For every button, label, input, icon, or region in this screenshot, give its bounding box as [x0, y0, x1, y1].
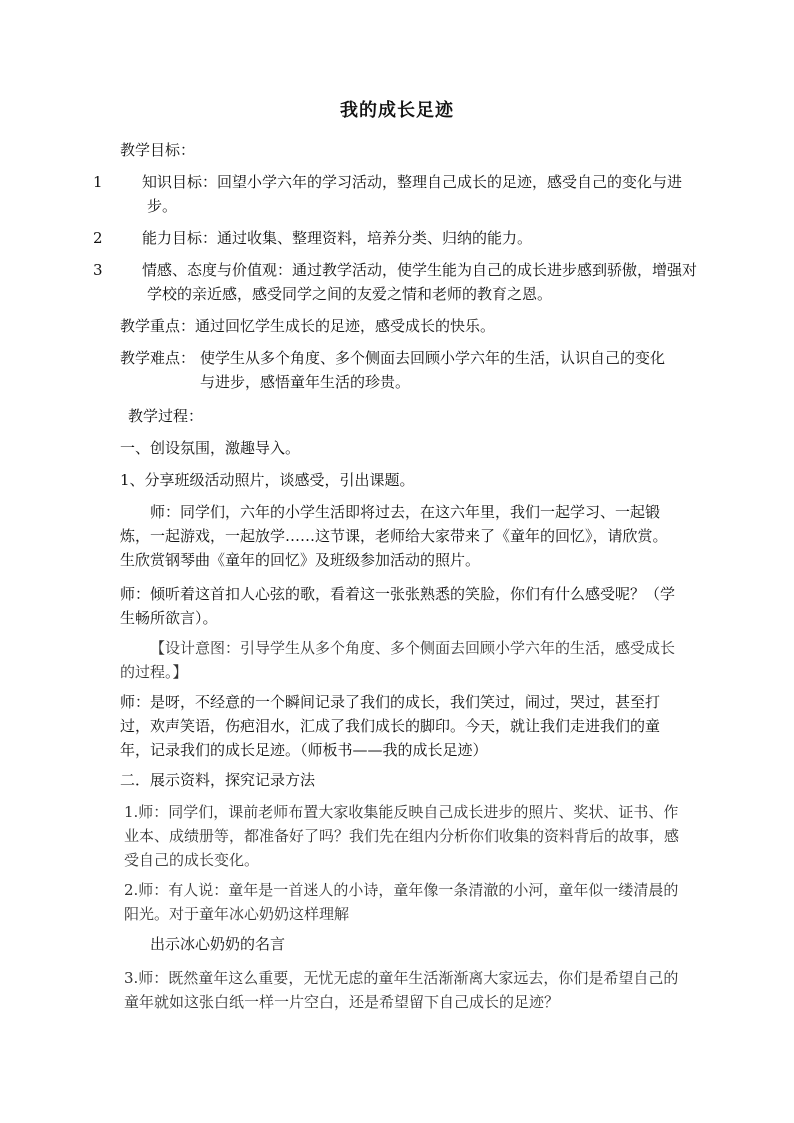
key-point: 教学重点：通过回忆学生成长的足迹，感受成长的快乐。	[120, 317, 496, 335]
section1-para2: 师：倾听着这首扣人心弦的歌，看着这一张张熟悉的笑脸，你们有什么感受呢？（学生畅所欲言）。	[120, 585, 676, 627]
objective-text: 知识目标：回望小学六年的学习活动，整理自己成长的足迹，感受自己的变化与进步。	[142, 173, 683, 215]
design-intent: 【设计意图：引导学生从多个角度、多个侧面去回顾小学六年的生活，感受成长的过程。】	[120, 639, 676, 681]
objectives-heading: 教学目标：	[120, 141, 196, 159]
objective-text: 情感、态度与价值观：通过教学活动，使学生能为自己的成长进步感到骄傲，增强对学校的亲近感，感受同学之间的友爱之情和老师的教育之恩。	[142, 261, 698, 303]
objective-number: 1	[93, 173, 103, 191]
difficulty-text: 使学生从多个角度、多个侧面去回顾小学六年的生活，认识自己的变化与进步，感悟童年生活的珍贵。	[200, 349, 666, 391]
section2-item1: 1.师：同学们，课前老师布置大家收集能反映自己成长进步的照片、奖状、证书、作业本、成绩册等，都准备好了吗？我们先在组内分析你们收集的资料背后的故事，感受自己的成长变化。	[124, 803, 680, 869]
objective-number: 2	[93, 229, 103, 247]
section2-heading: 二．展示资料，探究记录方法	[120, 771, 316, 789]
process-heading: 教学过程：	[128, 407, 204, 425]
difficulty	[120, 346, 680, 394]
objective-item-1	[93, 170, 707, 218]
section2-item3: 3.师：既然童年这么重要，无忧无虑的童年生活渐渐离大家远去，你们是希望自己的童年就如这张白纸一样一片空白，还是希望留下自己成长的足迹？	[124, 969, 679, 1011]
show-quote: 出示冰心奶奶的名言	[150, 935, 286, 953]
section1-heading: 一、创设氛围，激趣导入。	[120, 439, 301, 457]
section1-para3: 师：是呀，不经意的一个瞬间记录了我们的成长，我们笑过，闹过，哭过，甚至打过，欢声笑语，伤疤泪水，汇成了我们成长的脚印。今天，就让我们走进我们的童年，记录我们的成长足迹。（师板书——我的成长足迹）	[120, 693, 661, 759]
section1-sub1: 1、分享班级活动照片，谈感受，引出课题。	[120, 471, 415, 489]
objective-text: 能力目标：通过收集、整理资料，培养分类、归纳的能力。	[142, 229, 533, 247]
section1-para1: 师：同学们，六年的小学生活即将过去，在这六年里，我们一起学习、一起锻炼，一起游戏，一起放学……这节课，老师给大家带来了《童年的回忆》，请欣赏。生欣赏钢琴曲《童年的回忆》及班级参加活动的照片。	[120, 503, 668, 569]
section2-item2: 2.师：有人说：童年是一首迷人的小诗，童年像一条清澈的小河，童年似一缕清晨的阳光。对于童年冰心奶奶这样理解	[124, 881, 679, 923]
objective-item-3	[93, 258, 707, 306]
objective-item-2	[93, 226, 707, 250]
objective-number: 3	[93, 261, 103, 279]
page-title: 我的成长足迹	[340, 100, 454, 121]
difficulty-label: 教学难点：	[120, 349, 196, 367]
